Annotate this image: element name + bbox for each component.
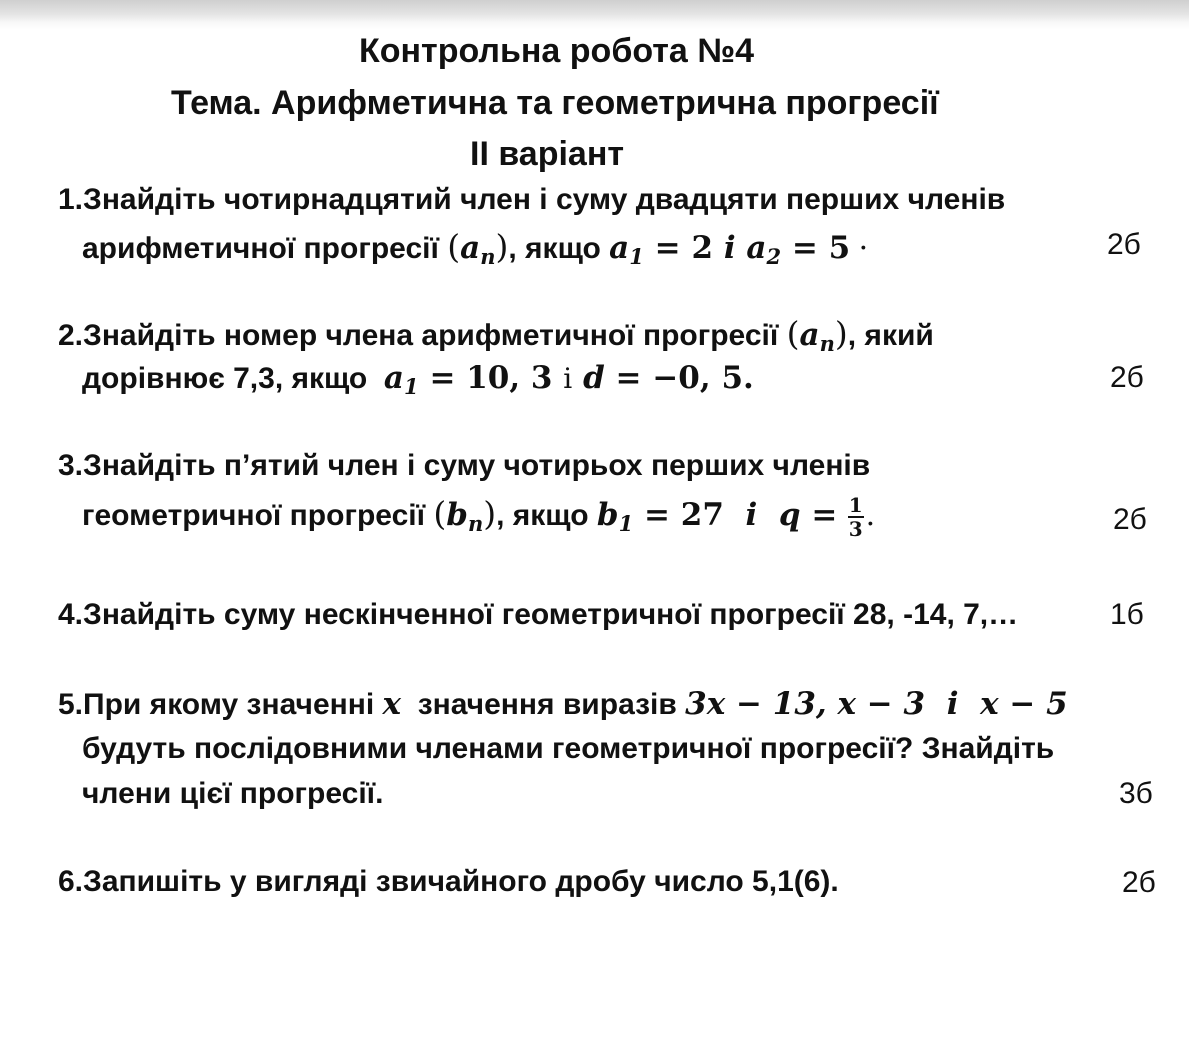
page-title: Контрольна робота №4	[359, 32, 755, 70]
task-2-line-2: дорівнює 7,3, якщо $a_1 = 10$, 3 і d = −0, 5.	[82, 360, 754, 399]
task-1-score: 2б	[1107, 228, 1141, 261]
task-1-line-2	[82, 227, 869, 269]
task-1-text-b: , якщо	[508, 232, 601, 265]
task-5-variable: x	[382, 686, 402, 722]
task-3-fraction: $\frac{1}{3}$	[848, 493, 863, 542]
task-4-score: 1б	[1110, 598, 1144, 631]
task-3-sequence-symbol: $(b_n)$	[433, 494, 497, 536]
task-5-line-2: будуть послідовними членами геометричної прогресії? Знайдіть	[82, 732, 1055, 765]
task-1-line-1: 1.Знайдіть чотирнадцятий член і суму двадцяти перших членів	[58, 183, 1006, 216]
task-5-expressions: 3x − 13, x − 3 i x − 5	[685, 686, 1068, 722]
task-6-score: 2б	[1122, 866, 1156, 899]
task-5-line-3: члени цієї прогресії.	[82, 777, 384, 810]
task-1-end-dot: ·	[858, 231, 869, 266]
scan-top-edge	[0, 0, 1189, 30]
task-2-condition: $a_1 = 10$, 3 і d = −0, 5.	[383, 360, 754, 399]
task-5-score: 3б	[1119, 777, 1153, 810]
task-3-condition: $b_1 = 27$ i q =	[596, 497, 838, 536]
task-1-text-a: арифметичної прогресії	[82, 232, 439, 265]
task-3-line-1: 3.Знайдіть п’ятий член і суму чотирьох перших членів	[58, 449, 871, 482]
task-6-line: 6.Запишіть у вигляді звичайного дробу число 5,1(6).	[58, 865, 839, 898]
task-2-score: 2б	[1110, 361, 1144, 394]
task-3-line-2: геометричної прогресії $(b_n)$, якщо $b_1 = 27$ i q = $\frac{1}{3}$ .	[82, 493, 876, 542]
task-2-line-1: 2.Знайдіть номер члена арифметичної прогресії $(a_n)$, який	[58, 314, 934, 356]
task-1-sequence-symbol: $(a_n)$	[447, 227, 509, 269]
task-2-sequence-symbol: $(a_n)$	[786, 314, 848, 356]
task-3-score: 2б	[1113, 503, 1147, 536]
variant-title: ІІ варіант	[470, 135, 625, 173]
task-1-condition: $a_1 = 2$ і $a_2 = 5$	[609, 230, 851, 269]
topic-title: Тема. Арифметична та геометрична прогресії	[171, 84, 939, 122]
task-4-line: 4.Знайдіть суму нескінченної геометричної прогресії 28, -14, 7,…	[58, 598, 1019, 631]
task-5-line-1: 5.При якому значенні x значення виразів 3x − 13, x − 3 i x − 5	[58, 686, 1068, 722]
